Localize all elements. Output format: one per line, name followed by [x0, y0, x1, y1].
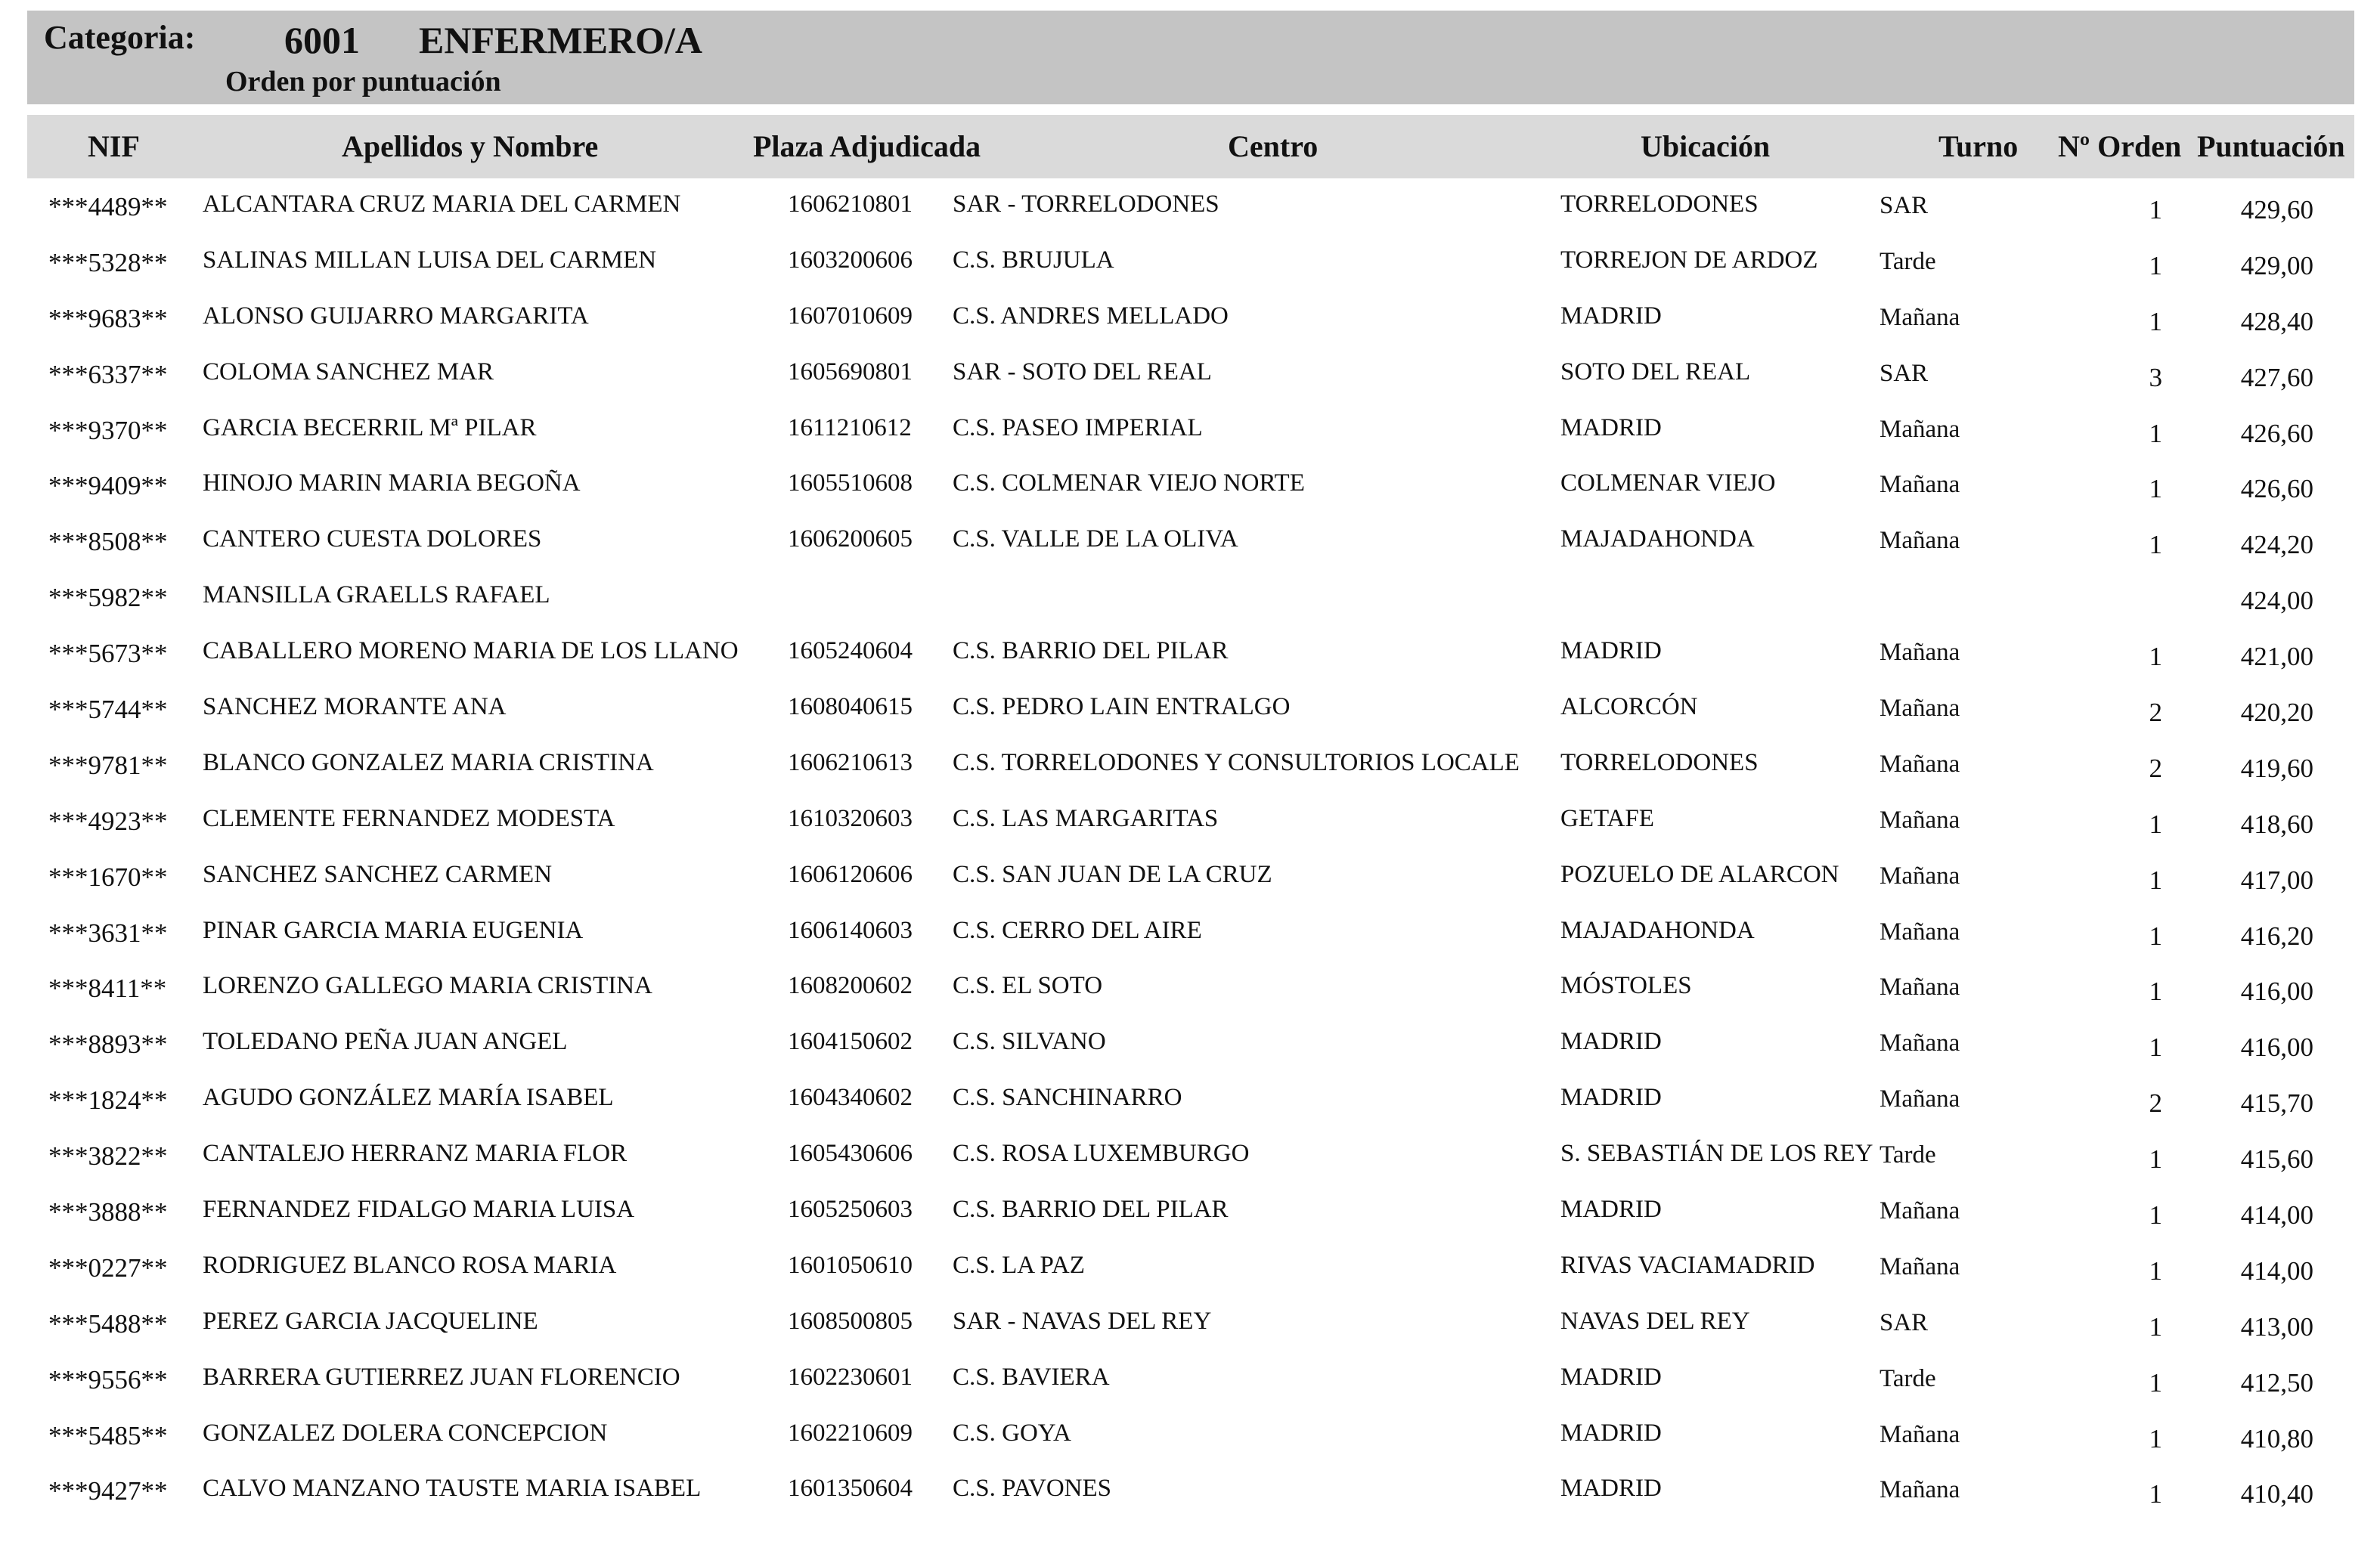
plaza-cell: 1602230601 — [788, 1363, 913, 1391]
nif-cell: ***3631** — [48, 918, 168, 948]
nif-cell: ***9781** — [48, 750, 168, 780]
puntuacion-cell: 416,00 — [2240, 1032, 2313, 1063]
centro-cell: C.S. SILVANO — [953, 1028, 1106, 1056]
puntuacion-cell: 426,60 — [2240, 418, 2313, 448]
name-cell: COLOMA SANCHEZ MAR — [203, 358, 494, 385]
table-row — [0, 242, 2380, 298]
name-cell: PINAR GARCIA MARIA EUGENIA — [203, 916, 584, 944]
centro-cell: C.S. TORRELODONES Y CONSULTORIOS LOCALE — [953, 748, 1520, 776]
nif-cell: ***9556** — [48, 1364, 168, 1395]
table-row — [0, 1247, 2380, 1303]
ubicacion-cell: TORREJON DE ARDOZ — [1560, 246, 1818, 274]
turno-cell: Mañana — [1880, 1252, 1960, 1280]
plaza-cell: 1607010609 — [788, 302, 913, 330]
category-name: ENFERMERO/A — [419, 19, 702, 61]
turno-cell: Mañana — [1880, 527, 1960, 555]
orden-cell: 1 — [2149, 195, 2162, 224]
ubicacion-cell: MADRID — [1560, 1475, 1662, 1503]
ubicacion-cell: NAVAS DEL REY — [1560, 1307, 1750, 1335]
name-cell: CABALLERO MORENO MARIA DE LOS LLANO — [203, 637, 739, 665]
name-cell: CANTERO CUESTA DOLORES — [203, 525, 542, 553]
name-cell: CALVO MANZANO TAUSTE MARIA ISABEL — [203, 1475, 702, 1503]
plaza-cell: 1606200605 — [788, 525, 913, 553]
centro-cell: SAR - SOTO DEL REAL — [953, 358, 1212, 385]
plaza-cell: 1606140603 — [788, 916, 913, 944]
puntuacion-cell: 421,00 — [2240, 642, 2313, 672]
centro-cell: SAR - TORRELODONES — [953, 190, 1219, 218]
centro-cell: C.S. BAVIERA — [953, 1363, 1110, 1391]
nif-cell: ***8411** — [48, 974, 167, 1004]
puntuacion-cell: 415,70 — [2240, 1088, 2313, 1119]
nif-cell: ***9370** — [48, 415, 168, 445]
name-cell: CANTALEJO HERRANZ MARIA FLOR — [203, 1140, 628, 1168]
name-cell: LORENZO GALLEGO MARIA CRISTINA — [203, 972, 652, 1000]
table-row — [0, 410, 2380, 466]
plaza-cell: 1605240604 — [788, 637, 913, 665]
ubicacion-cell: S. SEBASTIÁN DE LOS REY — [1560, 1140, 1873, 1168]
sort-order-subtitle: Orden por puntuación — [225, 66, 501, 98]
turno-cell: Mañana — [1880, 415, 1960, 443]
name-cell: PEREZ GARCIA JACQUELINE — [203, 1307, 538, 1335]
plaza-cell: 1602210609 — [788, 1419, 913, 1447]
turno-cell: Mañana — [1880, 974, 1960, 1001]
nif-cell: ***6337** — [48, 359, 168, 389]
ubicacion-cell: MÓSTOLES — [1560, 972, 1692, 1000]
plaza-cell: 1604340602 — [788, 1084, 913, 1112]
category-header — [27, 11, 2354, 104]
plaza-cell: 1605250603 — [788, 1196, 913, 1224]
plaza-cell: 1605510608 — [788, 469, 913, 497]
orden-cell: 1 — [2149, 250, 2162, 280]
puntuacion-cell: 429,60 — [2240, 195, 2313, 224]
turno-cell: Mañana — [1880, 1197, 1960, 1225]
turno-cell: Tarde — [1880, 247, 1936, 275]
table-row — [0, 521, 2380, 577]
centro-cell: C.S. SANCHINARRO — [953, 1084, 1182, 1112]
turno-cell: Mañana — [1880, 1476, 1960, 1504]
table-row — [0, 912, 2380, 968]
turno-cell: Mañana — [1880, 750, 1960, 778]
centro-cell: C.S. CERRO DEL AIRE — [953, 916, 1202, 944]
turno-cell: Mañana — [1880, 1085, 1960, 1113]
ubicacion-cell: ALCORCÓN — [1560, 693, 1698, 721]
ubicacion-cell: RIVAS VACIAMADRID — [1560, 1251, 1815, 1279]
orden-cell: 1 — [2149, 865, 2162, 895]
puntuacion-cell: 412,50 — [2240, 1367, 2313, 1398]
centro-cell: C.S. VALLE DE LA OLIVA — [953, 525, 1238, 553]
nif-cell: ***3822** — [48, 1141, 168, 1172]
category-label: Categoria: — [44, 19, 196, 56]
nif-cell: ***5328** — [48, 247, 168, 277]
name-cell: SANCHEZ MORANTE ANA — [203, 693, 507, 721]
orden-cell: 1 — [2149, 1479, 2162, 1509]
turno-cell: Mañana — [1880, 303, 1960, 331]
turno-cell: SAR — [1880, 359, 1929, 387]
orden-cell: 1 — [2149, 809, 2162, 839]
name-cell: CLEMENTE FERNANDEZ MODESTA — [203, 804, 615, 832]
column-header-orden: Nº Orden — [2058, 129, 2182, 163]
name-cell: ALCANTARA CRUZ MARIA DEL CARMEN — [203, 190, 681, 218]
column-header-nif: NIF — [88, 129, 140, 163]
puntuacion-cell: 410,80 — [2240, 1423, 2313, 1453]
table-row — [0, 465, 2380, 521]
puntuacion-cell: 414,00 — [2240, 1200, 2313, 1231]
ubicacion-cell: TORRELODONES — [1560, 748, 1759, 776]
turno-cell: Mañana — [1880, 639, 1960, 667]
orden-cell: 3 — [2149, 362, 2162, 392]
ubicacion-cell: MAJADAHONDA — [1560, 525, 1755, 553]
orden-cell: 1 — [2149, 1423, 2162, 1453]
turno-cell: Mañana — [1880, 918, 1960, 946]
name-cell: HINOJO MARIN MARIA BEGOÑA — [203, 469, 581, 497]
orden-cell: 1 — [2149, 530, 2162, 560]
table-row — [0, 577, 2380, 633]
plaza-cell: 1603200606 — [788, 246, 913, 274]
ubicacion-cell: GETAFE — [1560, 804, 1654, 832]
table-row — [0, 800, 2380, 856]
centro-cell: C.S. COLMENAR VIEJO NORTE — [953, 469, 1305, 497]
centro-cell: C.S. PAVONES — [953, 1475, 1112, 1503]
puntuacion-cell: 416,20 — [2240, 921, 2313, 951]
puntuacion-cell: 410,40 — [2240, 1479, 2313, 1509]
nif-cell: ***5673** — [48, 639, 168, 669]
plaza-cell: 1608500805 — [788, 1307, 913, 1335]
orden-cell: 1 — [2149, 306, 2162, 336]
name-cell: BARRERA GUTIERREZ JUAN FLORENCIO — [203, 1363, 680, 1391]
puntuacion-cell: 418,60 — [2240, 809, 2313, 839]
name-cell: RODRIGUEZ BLANCO ROSA MARIA — [203, 1251, 617, 1279]
table-row — [0, 745, 2380, 800]
table-row — [0, 354, 2380, 410]
table-row — [0, 1303, 2380, 1359]
ubicacion-cell: POZUELO DE ALARCON — [1560, 860, 1839, 888]
nif-cell: ***9409** — [48, 471, 168, 501]
name-cell: SALINAS MILLAN LUISA DEL CARMEN — [203, 246, 657, 274]
plaza-cell: 1605690801 — [788, 358, 913, 385]
centro-cell: C.S. LAS MARGARITAS — [953, 804, 1219, 832]
orden-cell: 1 — [2149, 1200, 2162, 1231]
puntuacion-cell: 414,00 — [2240, 1255, 2313, 1286]
table-row — [0, 1470, 2380, 1526]
ubicacion-cell: MADRID — [1560, 1196, 1662, 1224]
nif-cell: ***5982** — [48, 583, 168, 613]
table-row — [0, 298, 2380, 354]
puntuacion-cell: 424,00 — [2240, 586, 2313, 616]
name-cell: SANCHEZ SANCHEZ CARMEN — [203, 860, 553, 888]
plaza-cell: 1608200602 — [788, 972, 913, 1000]
nif-cell: ***5488** — [48, 1308, 168, 1339]
column-header-plaza: Plaza Adjudicada — [753, 129, 981, 163]
nif-cell: ***0227** — [48, 1252, 168, 1283]
turno-cell: Mañana — [1880, 1420, 1960, 1448]
puntuacion-cell: 417,00 — [2240, 865, 2313, 895]
puntuacion-cell: 424,20 — [2240, 530, 2313, 560]
orden-cell: 1 — [2149, 1367, 2162, 1398]
table-row — [0, 1415, 2380, 1471]
puntuacion-cell: 426,60 — [2240, 474, 2313, 504]
ubicacion-cell: MADRID — [1560, 413, 1662, 441]
nif-cell: ***4489** — [48, 192, 168, 221]
nif-cell: ***9427** — [48, 1476, 168, 1506]
turno-cell: Mañana — [1880, 471, 1960, 499]
centro-cell: SAR - NAVAS DEL REY — [953, 1307, 1212, 1335]
turno-cell: Tarde — [1880, 1141, 1936, 1169]
table-row — [0, 186, 2380, 242]
name-cell: TOLEDANO PEÑA JUAN ANGEL — [203, 1028, 568, 1056]
centro-cell: C.S. BARRIO DEL PILAR — [953, 1196, 1229, 1224]
table-header — [27, 115, 2354, 178]
puntuacion-cell: 429,00 — [2240, 250, 2313, 280]
column-header-nombre: Apellidos y Nombre — [342, 129, 599, 163]
orden-cell: 1 — [2149, 1032, 2162, 1063]
plaza-cell: 1608040615 — [788, 693, 913, 721]
plaza-cell: 1606210801 — [788, 190, 913, 218]
centro-cell: C.S. ROSA LUXEMBURGO — [953, 1140, 1250, 1168]
name-cell: MANSILLA GRAELLS RAFAEL — [203, 581, 550, 609]
plaza-cell: 1604150602 — [788, 1028, 913, 1056]
orden-cell: 1 — [2149, 642, 2162, 672]
centro-cell: C.S. EL SOTO — [953, 972, 1103, 1000]
orden-cell: 1 — [2149, 1144, 2162, 1175]
ubicacion-cell: TORRELODONES — [1560, 190, 1759, 218]
plaza-cell: 1601350604 — [788, 1475, 913, 1503]
table-row — [0, 856, 2380, 912]
table-row — [0, 1135, 2380, 1191]
ubicacion-cell: MADRID — [1560, 1028, 1662, 1056]
nif-cell: ***5485** — [48, 1420, 168, 1450]
nif-cell: ***8893** — [48, 1029, 168, 1060]
name-cell: BLANCO GONZALEZ MARIA CRISTINA — [203, 748, 654, 776]
orden-cell: 1 — [2149, 474, 2162, 504]
puntuacion-cell: 420,20 — [2240, 698, 2313, 728]
orden-cell: 1 — [2149, 1311, 2162, 1342]
centro-cell: C.S. PEDRO LAIN ENTRALGO — [953, 693, 1291, 721]
puntuacion-cell: 419,60 — [2240, 753, 2313, 783]
turno-cell: Mañana — [1880, 1029, 1960, 1057]
orden-cell: 1 — [2149, 418, 2162, 448]
name-cell: AGUDO GONZÁLEZ MARÍA ISABEL — [203, 1084, 614, 1112]
centro-cell: C.S. GOYA — [953, 1419, 1071, 1447]
column-header-turno: Turno — [1938, 129, 2019, 163]
table-row — [0, 1191, 2380, 1247]
nif-cell: ***1824** — [48, 1085, 168, 1116]
turno-cell: Mañana — [1880, 806, 1960, 834]
name-cell: GONZALEZ DOLERA CONCEPCION — [203, 1419, 608, 1447]
ubicacion-cell: MADRID — [1560, 1363, 1662, 1391]
puntuacion-cell: 427,60 — [2240, 362, 2313, 392]
table-row — [0, 1023, 2380, 1079]
orden-cell: 1 — [2149, 1255, 2162, 1286]
turno-cell: Mañana — [1880, 862, 1960, 890]
nif-cell: ***4923** — [48, 806, 168, 836]
table-row — [0, 633, 2380, 689]
ubicacion-cell: MADRID — [1560, 1084, 1662, 1112]
column-header-puntuacion: Puntuación — [2197, 129, 2345, 163]
ubicacion-cell: MADRID — [1560, 1419, 1662, 1447]
plaza-cell: 1601050610 — [788, 1251, 913, 1279]
puntuacion-cell: 416,00 — [2240, 977, 2313, 1007]
table-row — [0, 689, 2380, 745]
orden-cell: 1 — [2149, 921, 2162, 951]
name-cell: ALONSO GUIJARRO MARGARITA — [203, 302, 589, 330]
orden-cell: 2 — [2149, 753, 2162, 783]
nif-cell: ***3888** — [48, 1197, 168, 1227]
results-table-body — [0, 186, 2380, 1526]
ubicacion-cell: COLMENAR VIEJO — [1560, 469, 1776, 497]
ubicacion-cell: MADRID — [1560, 302, 1662, 330]
ubicacion-cell: MAJADAHONDA — [1560, 916, 1755, 944]
centro-cell: C.S. SAN JUAN DE LA CRUZ — [953, 860, 1272, 888]
column-header-ubicacion: Ubicación — [1641, 129, 1771, 163]
orden-cell: 2 — [2149, 1088, 2162, 1119]
nif-cell: ***9683** — [48, 303, 168, 333]
centro-cell: C.S. BRUJULA — [953, 246, 1114, 274]
turno-cell: SAR — [1880, 1308, 1929, 1336]
orden-cell: 1 — [2149, 977, 2162, 1007]
plaza-cell: 1610320603 — [788, 804, 913, 832]
turno-cell: Mañana — [1880, 695, 1960, 723]
centro-cell: C.S. BARRIO DEL PILAR — [953, 637, 1229, 665]
puntuacion-cell: 415,60 — [2240, 1144, 2313, 1175]
turno-cell: Tarde — [1880, 1364, 1936, 1392]
orden-cell: 2 — [2149, 698, 2162, 728]
ubicacion-cell: SOTO DEL REAL — [1560, 358, 1751, 385]
column-header-centro: Centro — [1228, 129, 1319, 163]
centro-cell: C.S. LA PAZ — [953, 1251, 1085, 1279]
table-row — [0, 1359, 2380, 1415]
ubicacion-cell: MADRID — [1560, 637, 1662, 665]
plaza-cell: 1606120606 — [788, 860, 913, 888]
name-cell: GARCIA BECERRIL Mª PILAR — [203, 413, 537, 441]
plaza-cell: 1605430606 — [788, 1140, 913, 1168]
table-row — [0, 1079, 2380, 1135]
plaza-cell: 1606210613 — [788, 748, 913, 776]
table-row — [0, 967, 2380, 1023]
puntuacion-cell: 413,00 — [2240, 1311, 2313, 1342]
puntuacion-cell: 428,40 — [2240, 306, 2313, 336]
nif-cell: ***8508** — [48, 527, 168, 557]
turno-cell: SAR — [1880, 192, 1929, 219]
centro-cell: C.S. ANDRES MELLADO — [953, 302, 1229, 330]
centro-cell: C.S. PASEO IMPERIAL — [953, 413, 1203, 441]
plaza-cell: 1611210612 — [788, 413, 912, 441]
category-code: 6001 — [284, 19, 360, 61]
nif-cell: ***1670** — [48, 862, 168, 892]
name-cell: FERNANDEZ FIDALGO MARIA LUISA — [203, 1196, 635, 1224]
nif-cell: ***5744** — [48, 695, 168, 725]
